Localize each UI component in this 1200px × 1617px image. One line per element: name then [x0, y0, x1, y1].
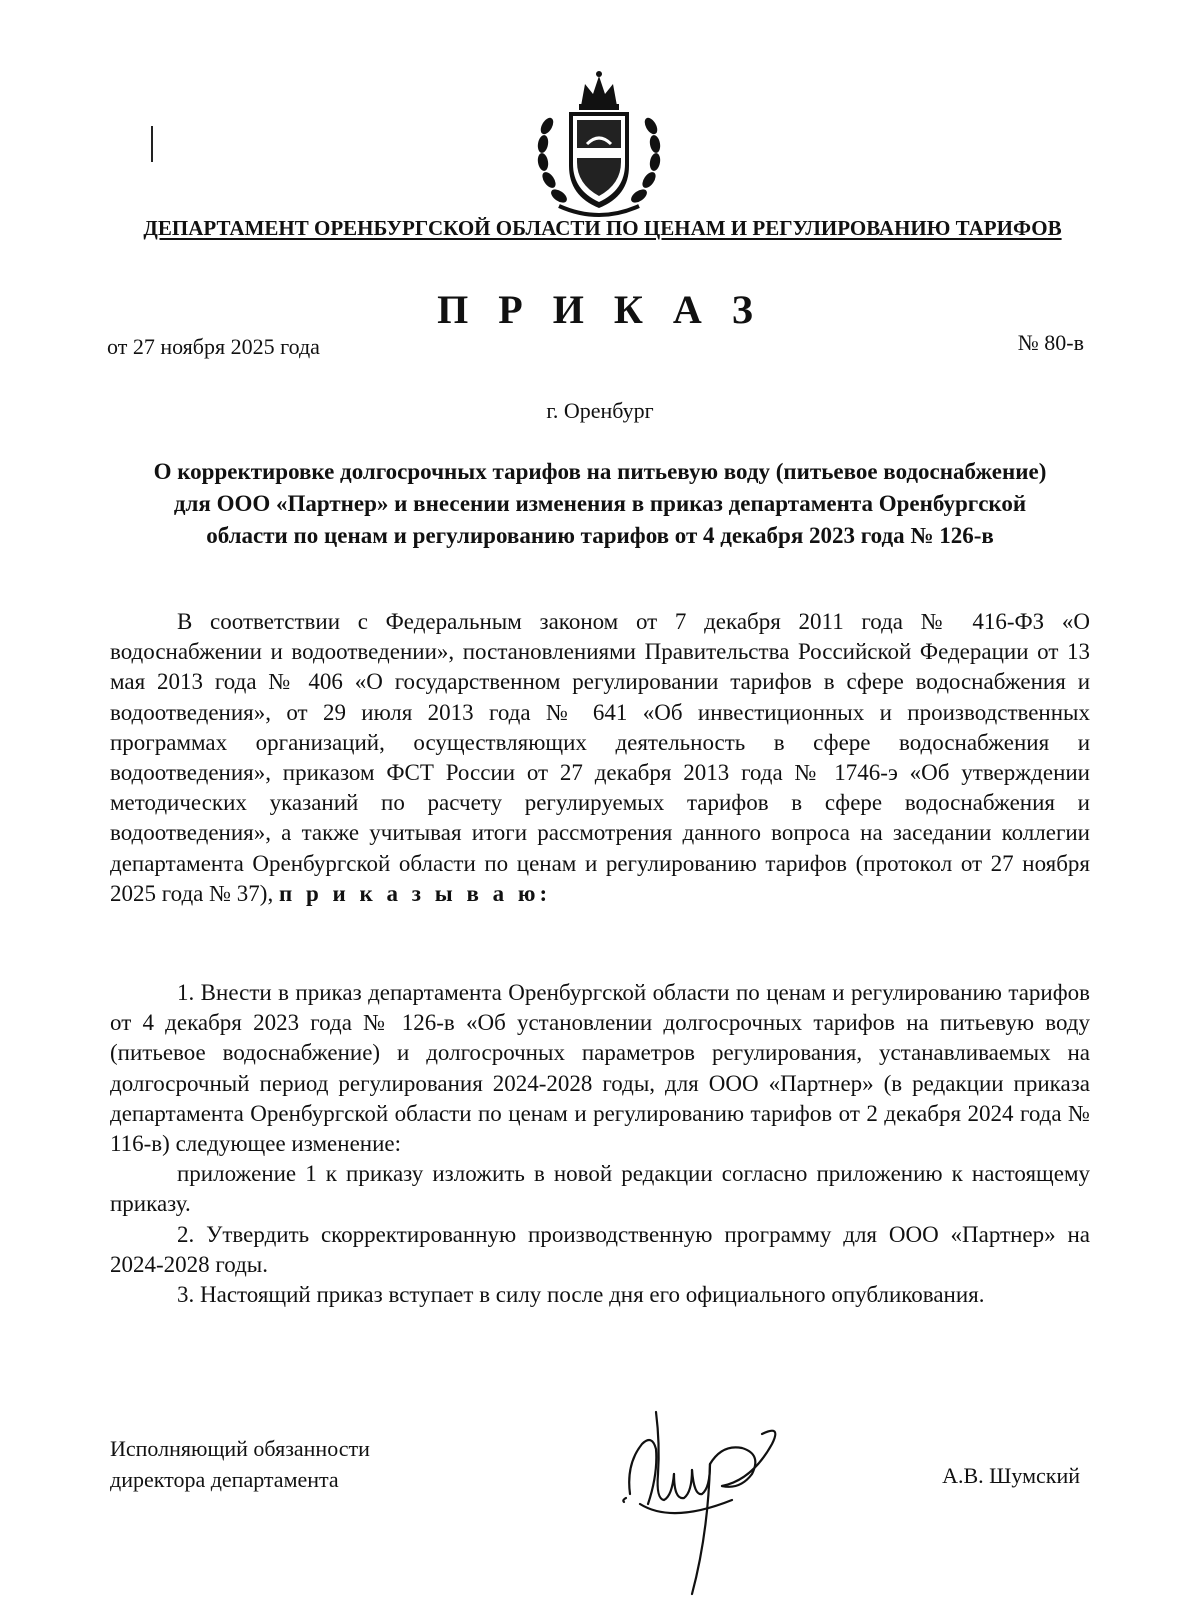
signatory-position-line2: директора департамента	[110, 1467, 339, 1492]
signatory-name: А.В. Шумский	[942, 1463, 1080, 1488]
order-item-2: 2. Утвердить скорректированную производственную программу для ООО «Партнер» на 2024-2028 годы.	[110, 1221, 1090, 1277]
order-item-3: 3. Настоящий приказ вступает в силу после дня его официального опубликования.	[177, 1282, 985, 1308]
order-item-1-sub: приложение 1 к приказу изложить в новой редакции согласно приложению к настоящему приказу.	[110, 1161, 1090, 1217]
preamble-paragraph	[110, 607, 1090, 909]
department-name: ДЕПАРТАМЕНТ ОРЕНБУРГСКОЙ ОБЛАСТИ ПО ЦЕНАМ И РЕГУЛИРОВАНИЮ ТАРИФОВ	[143, 216, 1062, 240]
preamble-text: В соответствии с Федеральным законом от 7 декабря 2011 года № 416-ФЗ «О водоснабжении и водоотведении», постановлениями Правительства Российской Федерации от 13 мая 2013 года № 406 «О государственном регулировании тарифов в сфере водоснабжения и водоотведения», от 29 июля 2013 года № 641 «Об инвестиционных и производственных программах организаций, осуществляющих деятельность в сфере водоснабжения и водоотведения», приказом ФСТ России от 27 декабря 2013 года № 1746-э «Об утверждении методических указаний по расчету регулируемых тарифов в сфере водоснабжения и водоотведения», а также учитывая итоги рассмотрения данного вопроса на заседании коллегии департамента Оренбургской области по ценам и регулированию тарифов (протокол от 27 ноября 2025 года № 37),	[110, 609, 1090, 906]
document-type-title: П Р И К А З	[437, 287, 763, 332]
order-city: г. Оренбург	[546, 398, 654, 423]
order-date: от 27 ноября 2025 года	[107, 334, 320, 359]
coat-of-arms-icon	[529, 66, 669, 226]
order-item-1: 1. Внести в приказ департамента Оренбургской области по ценам и регулированию тарифов от 4 декабря 2023 года № 126-в «Об установлении долгосрочных тарифов на питьевую воду (питьевое водоснабжение) и долгосрочных параметров регулирования, устанавливаемых на долгосрочный период регулирования 2024-2028 годы, для ООО «Партнер» (в редакции приказа департамента Оренбургской области по ценам и регулированию тарифов от 2 декабря 2024 года № 116-в) следующее изменение:	[110, 980, 1090, 1157]
handwritten-signature-icon	[612, 1404, 812, 1599]
order-number: № 80-в	[1017, 330, 1084, 355]
orders-word: п р и к а з ы в а ю:	[278, 880, 552, 906]
order-subject: О корректировке долгосрочных тарифов на питьевую воду (питьевое водоснабжение) для ООО «Партнер» и внесении изменения в приказ департамента Оренбургской области по ценам и регулированию тарифов от 4 декабря 2023 года № 126-в	[153, 459, 1047, 548]
signatory-position	[110, 1433, 370, 1495]
order-items	[110, 978, 1090, 1310]
signatory-position-line1: Исполняющий обязанности	[110, 1436, 370, 1461]
scan-artifact-mark	[151, 126, 153, 162]
